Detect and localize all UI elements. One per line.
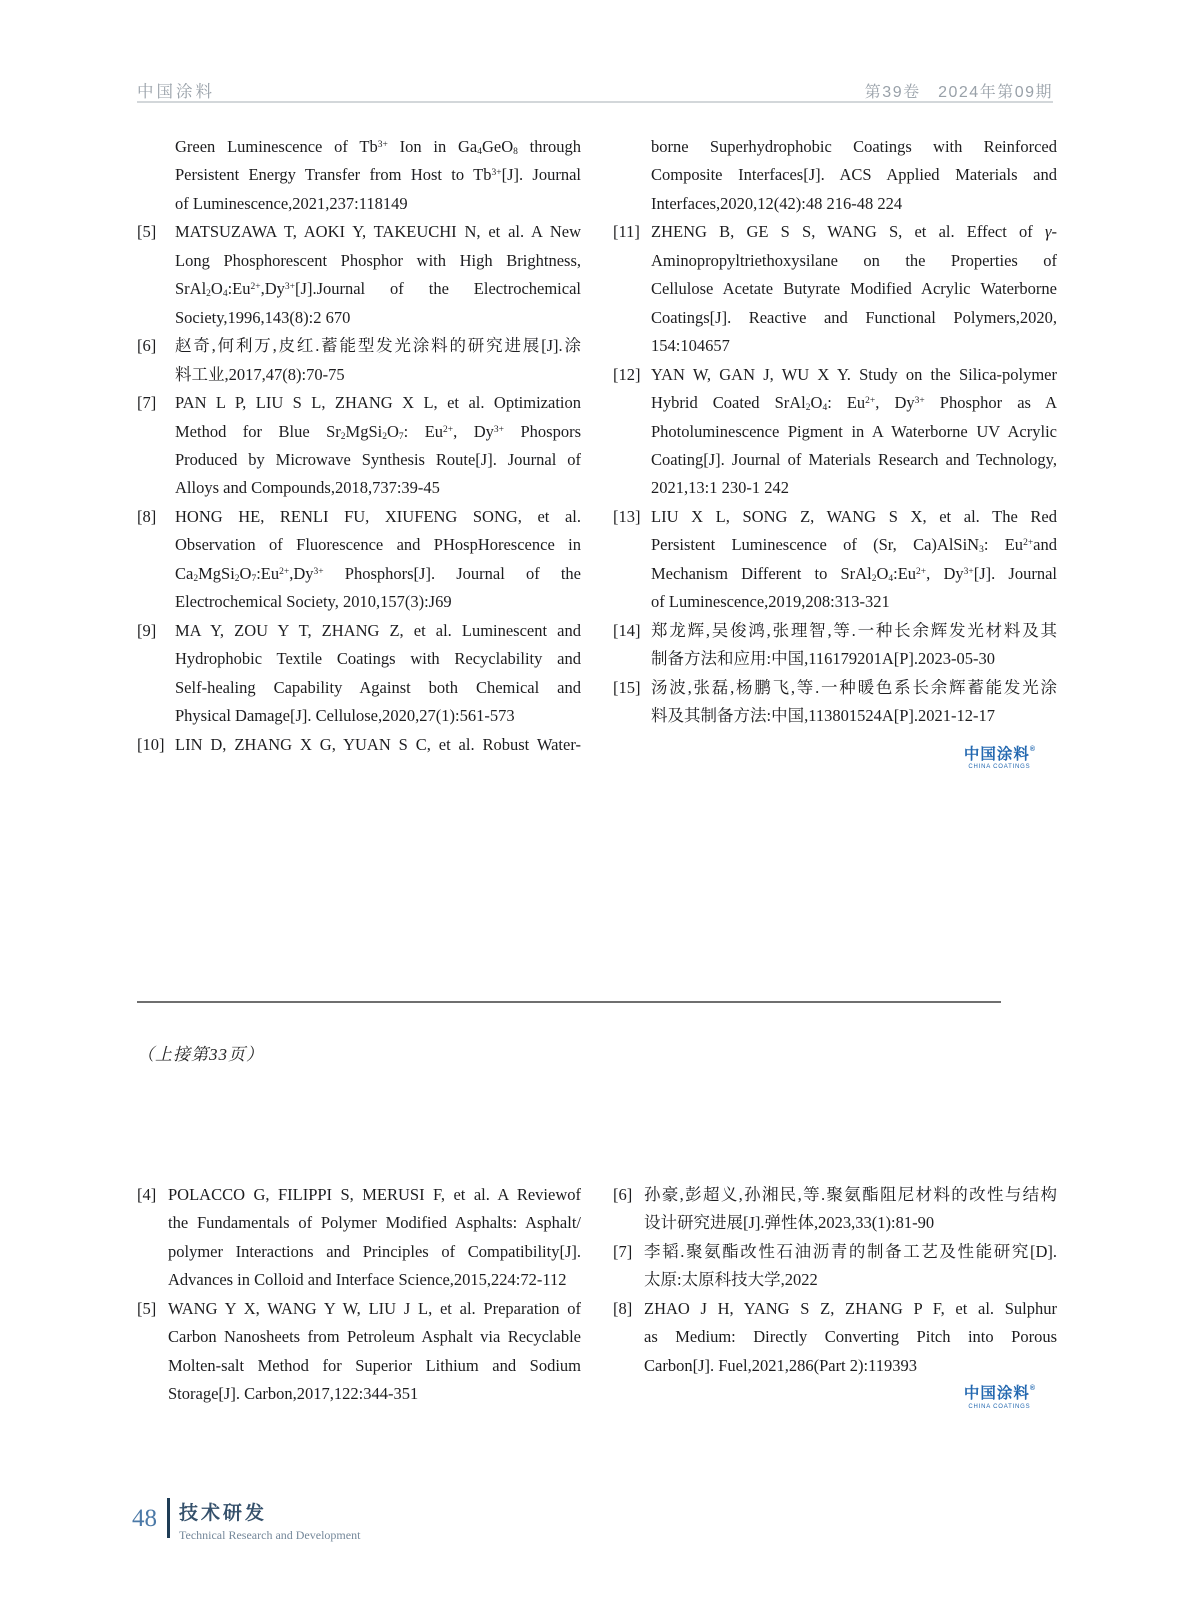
references-section-1	[137, 133, 1057, 770]
reference-line: 设计研究进展[J].弹性体,2023,33(1):81-90	[644, 1213, 935, 1233]
reference-line: Advances in Colloid and Interface Science,2015,224:72-112	[168, 1270, 567, 1290]
references-column-left	[137, 133, 581, 770]
reference-text	[644, 1181, 1057, 1238]
reference-line: POLACCO G, FILIPPI S, MERUSI F, et al. A Reviewof	[168, 1185, 581, 1204]
reference-line: Self-healing Capability Against both Chemical and	[175, 677, 581, 697]
reference-item	[613, 133, 1057, 218]
reference-item	[137, 1295, 581, 1409]
reference-number: [10]	[137, 734, 165, 754]
references-section-2	[137, 1181, 1057, 1410]
reference-number: [14]	[613, 620, 641, 640]
logo-en-text: CHINA COATINGS	[968, 1403, 1031, 1410]
section-title: 技术研发	[179, 1503, 268, 1524]
reference-item	[137, 1181, 581, 1295]
page-header	[137, 78, 1053, 102]
section-divider	[137, 1001, 1001, 1003]
reference-line: $SrAl_2O_4:Eu^{2+},Dy^{3+}[J].Journal$ of the Electrochemical	[175, 279, 581, 300]
reference-line: Aminopropyltriethoxysilane on the Properties of	[651, 250, 1057, 270]
reference-line: of Luminescence,2019,208:313-321	[651, 592, 890, 612]
reference-text	[651, 133, 1057, 218]
reference-number	[613, 133, 651, 218]
reference-number: [8]	[137, 506, 157, 526]
journal-name: 中国涂料	[137, 83, 215, 101]
reference-number: [5]	[137, 1298, 157, 1318]
reference-line: Coatings[J]. Reactive and Functional Polymers,2020,	[651, 307, 1057, 327]
references-column-right	[613, 133, 1057, 770]
reference-line: 料工业,2017,47(8):70-75	[175, 364, 345, 384]
references-column-left	[137, 1181, 581, 1410]
reference-line: 李韬.聚氨酯改性石油沥青的制备工艺及性能研究[D].	[644, 1241, 1057, 1261]
footer-section	[179, 1498, 360, 1543]
page-number: 48	[132, 1505, 157, 1532]
reference-number: [15]	[613, 677, 641, 697]
reference-text	[651, 503, 1057, 617]
issue-info: 第39卷 2024年第09期	[864, 84, 1053, 101]
reference-text	[175, 503, 581, 617]
logo-en-text: CHINA COATINGS	[968, 764, 1031, 771]
references-column-right	[613, 1181, 1057, 1410]
reference-text	[175, 731, 581, 759]
logo-registered-mark: ®	[1029, 1385, 1035, 1393]
reference-line: MA Y, ZOU Y T, ZHANG Z, et al. Luminescent and	[175, 620, 581, 640]
reference-line: 料及其制备方法:中国,113801524A[P].2021-12-17	[651, 706, 996, 726]
reference-number: [9]	[137, 620, 157, 640]
reference-text	[175, 332, 581, 389]
reference-line: Mechanism Different to $SrAl_2O_4:Eu^{2+}$, $Dy^{3+}[J]$. Journal	[651, 563, 1058, 584]
reference-line: the Fundamentals of Polymer Modified Asphalts: Asphalt/	[168, 1213, 581, 1233]
reference-item	[613, 617, 1057, 674]
footer-divider-bar	[167, 1498, 170, 1538]
reference-text	[644, 1238, 1057, 1295]
logo-cn-text: 中国涂料®	[963, 745, 1035, 763]
reference-line: Long Phosphorescent Phosphor with High Brightness,	[175, 250, 581, 270]
reference-text	[175, 218, 581, 332]
reference-text	[175, 617, 581, 731]
reference-item	[137, 503, 581, 617]
reference-line: Persistent Luminescence of (Sr, Ca)AlSiN$_3$: $Eu^{2+}and$	[651, 535, 1057, 556]
reference-line: Photoluminescence Pigment in A Waterborne UV Acrylic	[651, 421, 1057, 441]
reference-text	[651, 674, 1057, 731]
reference-line: MATSUZAWA T, AOKI Y, TAKEUCHI N, et al. A New	[175, 222, 581, 242]
reference-item	[137, 332, 581, 389]
reference-line: YAN W, GAN J, WU X Y. Study on the Silica-polymer	[651, 364, 1057, 384]
reference-line: ZHAO J H, YANG S Z, ZHANG P F, et al. Sulphur	[644, 1298, 1057, 1318]
reference-text	[175, 133, 581, 218]
page-footer	[132, 1498, 360, 1543]
reference-item	[137, 617, 581, 731]
reference-line: Electrochemical Society, 2010,157(3):J69	[175, 592, 452, 612]
reference-line: Composite Interfaces[J]. ACS Applied Materials and	[651, 165, 1057, 185]
reference-text	[651, 617, 1057, 674]
reference-line: Green Luminescence of $Tb^{3+}$ Ion in $Ga_4GeO_8$ through	[175, 137, 581, 157]
reference-number: [7]	[137, 393, 157, 413]
logo-registered-mark: ®	[1029, 745, 1035, 753]
reference-item	[613, 674, 1057, 731]
reference-line: 郑龙辉,吴俊鸿,张理智,等.一种长余辉发光材料及其	[651, 620, 1057, 640]
reference-text	[651, 218, 1057, 360]
reference-line: PAN L P, LIU S L, ZHANG X L, et al. Optimization	[175, 393, 581, 413]
reference-line: ZHENG B, GE S S, WANG S, et al. Effect of γ-	[651, 222, 1057, 242]
reference-line: Produced by Microwave Synthesis Route[J]. Journal of	[175, 449, 581, 469]
reference-line: 赵奇,何利万,皮红.蓄能型发光涂料的研究进展[J].涂	[175, 336, 581, 356]
reference-text	[168, 1295, 581, 1409]
reference-item	[137, 389, 581, 503]
reference-item	[613, 503, 1057, 617]
reference-line: LIN D, ZHANG X G, YUAN S C, et al. Robust Water-	[175, 734, 581, 754]
reference-number: [13]	[613, 506, 641, 526]
reference-line: Observation of Fluorescence and PHospHorescence in	[175, 535, 581, 555]
reference-line: Carbon[J]. Fuel,2021,286(Part 2):119393	[644, 1355, 917, 1375]
header-rule	[137, 101, 1053, 103]
reference-line: 制备方法和应用:中国,116179201A[P].2023-05-30	[651, 649, 996, 669]
reference-line: LIU X L, SONG Z, WANG S X, et al. The Red	[651, 506, 1057, 526]
reference-line: Molten-salt Method for Superior Lithium and Sodium	[168, 1355, 581, 1375]
section-subtitle: Technical Research and Development	[179, 1528, 361, 1542]
reference-line: Method for Blue $Sr_2MgSi_2O_7$: $Eu^{2+}$, $Dy^{3+}$ Phospors	[175, 421, 582, 442]
reference-line: Alloys and Compounds,2018,737:39-45	[175, 478, 440, 498]
reference-number: [4]	[137, 1185, 157, 1204]
reference-line: HONG HE, RENLI FU, XIUFENG SONG, et al.	[175, 506, 581, 526]
reference-line: Coating[J]. Journal of Materials Research and Technology,	[651, 449, 1057, 469]
reference-line: Interfaces,2020,12(42):48 216-48 224	[651, 193, 903, 213]
reference-number: [12]	[613, 364, 641, 384]
reference-text	[644, 1295, 1057, 1380]
reference-item	[613, 361, 1057, 503]
reference-number: [5]	[137, 222, 157, 242]
china-coatings-logo	[964, 746, 1035, 771]
reference-line: polymer Interactions and Principles of Compatibility[J].	[168, 1241, 581, 1261]
reference-line: 2021,13:1 230-1 242	[651, 478, 789, 498]
reference-line: Cellulose Acetate Butyrate Modified Acrylic Waterborne	[651, 279, 1057, 299]
reference-item	[137, 218, 581, 332]
reference-item	[613, 1181, 1057, 1238]
reference-line: Hydrophobic Textile Coatings with Recyclability and	[175, 649, 581, 669]
reference-item	[613, 1295, 1057, 1380]
reference-item	[137, 731, 581, 759]
reference-number	[137, 133, 175, 218]
reference-line: 154:104657	[651, 336, 730, 356]
reference-line: 孙豪,彭超义,孙湘民,等.聚氨酯阻尼材料的改性与结构	[644, 1185, 1057, 1204]
reference-number: [6]	[613, 1185, 633, 1204]
reference-text	[175, 389, 581, 503]
reference-line: $Ca_2MgSi_2O_7:Eu^{2+},Dy^{3+}$ Phosphors[J]. Journal of the	[175, 563, 581, 584]
reference-item	[613, 1238, 1057, 1295]
reference-number: [6]	[137, 336, 157, 356]
reference-line: Physical Damage[J]. Cellulose,2020,27(1):561-573	[175, 706, 515, 726]
reference-number: [11]	[613, 222, 640, 242]
reference-line: 太原:太原科技大学,2022	[644, 1270, 818, 1290]
reference-line: Storage[J]. Carbon,2017,122:344-351	[168, 1384, 419, 1404]
reference-line: as Medium: Directly Converting Pitch into Porous	[644, 1327, 1057, 1347]
reference-text	[651, 361, 1057, 503]
reference-line: borne Superhydrophobic Coatings with Reinforced	[651, 137, 1057, 156]
reference-number: [8]	[613, 1298, 633, 1318]
reference-line: of Luminescence,2021,237:118149	[175, 193, 408, 213]
reference-number: [7]	[613, 1241, 633, 1261]
reference-item	[137, 133, 581, 218]
reference-line: Society,1996,143(8):2 670	[175, 307, 351, 327]
reference-line: Hybrid Coated $SrAl_2O_4$: $Eu^{2+}$, $Dy^{3+}$ Phosphor as A	[651, 393, 1058, 414]
reference-line: 汤波,张磊,杨鹏飞,等.一种暖色系长余辉蓄能发光涂	[651, 677, 1057, 697]
reference-line: Carbon Nanosheets from Petroleum Asphalt via Recyclable	[168, 1327, 581, 1347]
reference-line: Persistent Energy Transfer from Host to $Tb^{3+}[J]$. Journal	[175, 165, 582, 185]
continuation-note: （上接第33页）	[137, 1045, 264, 1064]
reference-line: WANG Y X, WANG Y W, LIU J L, et al. Preparation of	[168, 1298, 581, 1318]
logo-cn-text: 中国涂料®	[963, 1385, 1035, 1403]
china-coatings-logo	[964, 1385, 1035, 1410]
reference-item	[613, 218, 1057, 360]
reference-text	[168, 1181, 581, 1295]
